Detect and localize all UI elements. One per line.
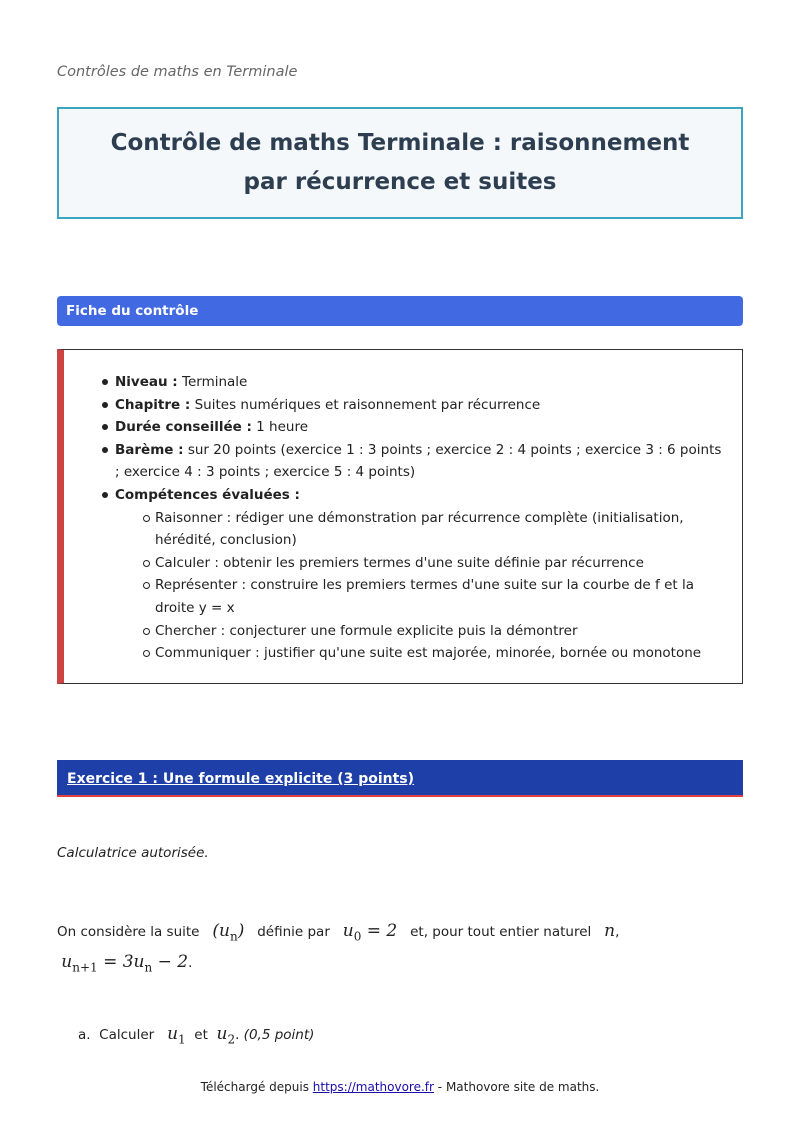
variable-n: n bbox=[604, 921, 616, 941]
recurrence-relation: $u_{n+1} = 3u_n - 2$ bbox=[61, 952, 189, 975]
competence-item: Raisonner : rédiger une démonstration par récurrence complète (initialisation, hérédité, conclusion) bbox=[155, 507, 730, 552]
question-marker: a. bbox=[78, 1027, 91, 1043]
question-points: (0,5 point) bbox=[243, 1027, 315, 1043]
term-u1: $u_1$ bbox=[167, 1024, 186, 1047]
item-label: Durée conseillée : bbox=[115, 419, 252, 436]
competence-item: Calculer : obtenir les premiers termes d'une suite définie par récurrence bbox=[155, 552, 730, 575]
item-label: Niveau : bbox=[115, 374, 178, 390]
competence-item: Chercher : conjecturer une formule explicite puis la démontrer bbox=[155, 620, 730, 643]
sequence-symbol: $(u_n)$ bbox=[212, 921, 245, 944]
fiche-list bbox=[115, 371, 730, 665]
term-u2: $u_2$ bbox=[216, 1024, 236, 1047]
footer-link[interactable]: https://mathovore.fr bbox=[312, 1080, 434, 1094]
page-title: Contrôle de maths Terminale : raisonnement par récurrence et suites bbox=[110, 130, 690, 195]
list-item bbox=[115, 394, 730, 417]
list-item bbox=[115, 416, 730, 439]
exercise-1-link[interactable]: Exercice 1 : Une formule explicite (3 points) bbox=[67, 771, 415, 787]
list-item bbox=[115, 371, 730, 394]
exercise-1-heading bbox=[57, 760, 743, 797]
statement-text: On considère la suite bbox=[57, 924, 200, 940]
competences-list bbox=[115, 507, 730, 665]
question-text: et bbox=[194, 1027, 208, 1043]
item-label: Chapitre : bbox=[115, 396, 191, 413]
exercise-statement: On considère la suite $(u_n)$ définie par $u_0 = 2$ et, pour tout entier naturel n, $u_{n+1} = 3u_n - 2$. bbox=[57, 921, 620, 975]
footer-text: - Mathovore site de maths. bbox=[437, 1080, 600, 1094]
footer bbox=[0, 1080, 800, 1094]
statement-text: et, pour tout entier naturel bbox=[410, 924, 592, 940]
competence-item: Représenter : construire les premiers termes d'une suite sur la courbe de f et la droite y = x bbox=[155, 574, 730, 619]
list-item bbox=[115, 439, 730, 484]
competence-item: Communiquer : justifier qu'une suite est majorée, minorée, bornée ou monotone bbox=[155, 642, 730, 665]
list-item bbox=[115, 484, 730, 665]
item-value: sur 20 points (exercice 1 : 3 points ; exercice 2 : 4 points ; exercice 3 : 6 points ; exercice 4 : 3 points ; exercice 5 : 4 points) bbox=[115, 441, 722, 481]
fiche-heading: Fiche du contrôle bbox=[57, 296, 743, 326]
item-value: Terminale bbox=[182, 374, 248, 390]
calculator-note: Calculatrice autorisée. bbox=[57, 845, 209, 861]
item-value: Suites numériques et raisonnement par récurrence bbox=[194, 396, 541, 413]
initial-term: $u_0 = 2$ bbox=[342, 921, 398, 944]
title-box bbox=[57, 107, 743, 219]
question-text: Calculer bbox=[99, 1027, 155, 1043]
item-label: Barème : bbox=[115, 441, 184, 458]
footer-text: Téléchargé depuis bbox=[200, 1080, 309, 1094]
statement-text: définie par bbox=[257, 924, 330, 940]
item-value: 1 heure bbox=[256, 419, 309, 436]
fiche-box bbox=[57, 349, 743, 684]
item-label: Compétences évaluées : bbox=[115, 486, 300, 503]
breadcrumb: Contrôles de maths en Terminale bbox=[57, 64, 298, 80]
question-a: a. Calculer $u_1$ et $u_2$. (0,5 point) bbox=[78, 1024, 315, 1047]
